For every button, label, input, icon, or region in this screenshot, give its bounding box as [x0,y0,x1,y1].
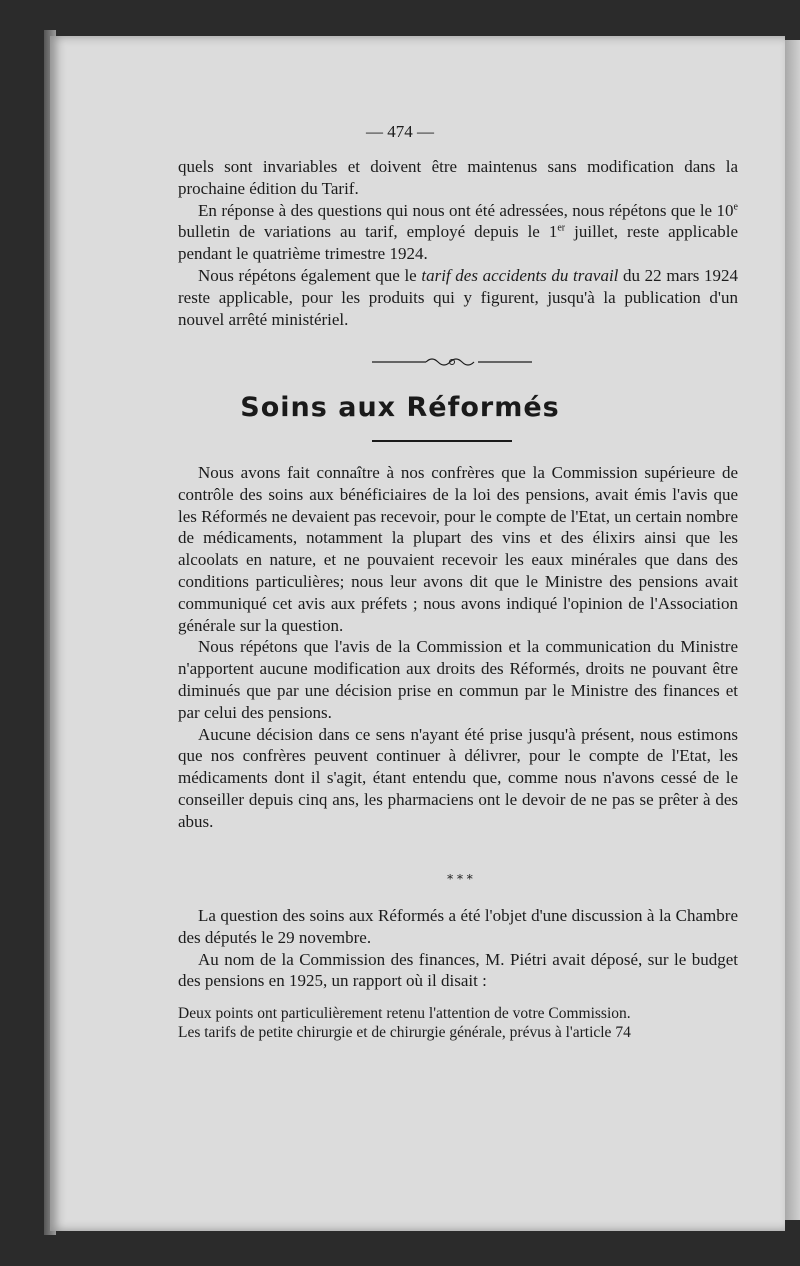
after-text [178,905,738,992]
intro-paragraph-2: En réponse à des questions qui nous ont été adressées, nous répétons que le 10e bulletin de variations au tarif, employé depuis le 1er juillet, reste applicable pendant le quatrième trimestre 1924. [178,200,738,264]
body-paragraph-2: Nous répétons que l'avis de la Commission et la communication du Ministre n'apportent aucune modification aux droits des Réformés, droits ne pouvant être diminués que par une décision prise en commun par le Ministre des finances et par celui des pensions. [178,637,738,722]
quoted-report [178,1004,738,1042]
body-paragraph-1: Nous avons fait connaître à nos confrères que la Commission supérieure de contrôle des soins aux bénéficiaires de la loi des pensions, avait émis l'avis que les Réformés ne devaient pas recevoir, pour le compte de l'Etat, un certain nombre de médicaments, notamment la plupart des vins et des élixirs ainsi que les alcoolats en nature, et ne pouvaient recevoir les eaux minérales que dans des conditions particulières; nous leur avons dit que le Ministre des pensions avait communiqué cet avis aux préfets ; nous avons indiqué l'opinion de l'Association générale sur la question. [178,463,738,635]
section-title: Soins aux Réformés [240,392,560,423]
quote-paragraph-2: Les tarifs de petite chirurgie et de chirurgie générale, prévus à l'article 74 [178,1024,631,1041]
title-underline [372,440,512,442]
quote-paragraph-1: Deux points ont particulièrement retenu l'attention de votre Commission. [178,1005,631,1022]
intro-text [178,156,738,330]
after-paragraph-2: Au nom de la Commission des finances, M. Piétri avait déposé, sur le budget des pensions en 1925, un rapport où il disait : [178,949,738,991]
decorative-ornament-icon [372,354,532,370]
intro-paragraph-1: quels sont invariables et doivent être maintenus sans modification dans la prochaine édition du Tarif. [178,157,738,198]
section-body [178,462,738,833]
body-paragraph-3: Aucune décision dans ce sens n'ayant été prise jusqu'à présent, nous estimons que nos confrères peuvent continuer à délivrer, pour le compte de l'Etat, les médicaments dont il s'agit, étant entendu que, comme nous n'avons cessé de le conseiller depuis cinq ans, les pharmaciens ont le devoir de ne pas se prêter à des abus. [178,724,738,831]
asterism-separator: * * * [447,872,473,886]
intro-paragraph-3: Nous répétons également que le tarif des accidents du travail du 22 mars 1924 reste applicable, pour les produits qui y figurent, jusqu'à la publication d'un nouvel arrêté ministériel. [178,265,739,329]
page-number: — 474 — [366,122,434,141]
after-paragraph-1: La question des soins aux Réformés a été l'objet d'une discussion à la Chambre des députés le 29 novembre. [178,906,738,947]
